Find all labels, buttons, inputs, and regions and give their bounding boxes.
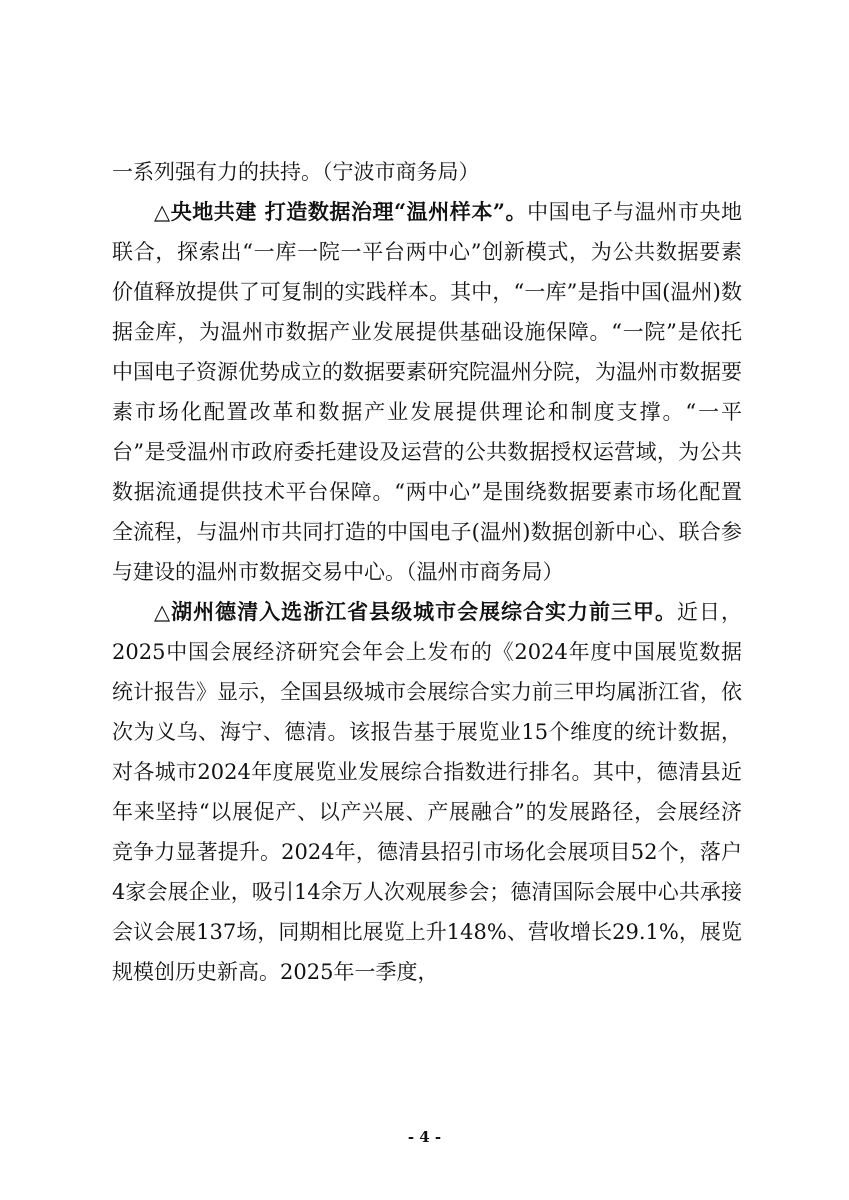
- paragraph-heading: △湖州德清入选浙江省县级城市会展综合实力前三甲。: [154, 599, 678, 624]
- paragraph-wenzhou: [112, 192, 742, 592]
- paragraph-text: 近日，2025中国会展经济研究会年会上发布的《2024年度中国展览数据统计报告》显示，全国县级城市会展综合实力前三甲均属浙江省，依次为义乌、海宁、德清。该报告基于展览业15个维度的统计数据，对各城市2024年度展览业发展综合指数进行排名。其中，德清县近年来坚持“以展促产、以产兴展、产展融合”的发展路径，会展经济竞争力显著提升。2024年，德清县招引市场化会展项目52个，落户4家会展企业，吸引14余万人次观展参会；德清国际会展中心共承接会议会展137场，同期相比展览上升148%、营收增长29.1%，展览规模创历史新高。2025年一季度，: [112, 600, 743, 984]
- paragraph-text: 中国电子与温州市央地联合，探索出“一库一院一平台两中心”创新模式，为公共数据要素价值释放提供了可复制的实践样本。其中，“一库”是指中国(温州)数据金库，为温州市数据产业发展提供基础设施保障。“一院”是依托中国电子资源优势成立的数据要素研究院温州分院，为温州市数据要素市场化配置改革和数据产业发展提供理论和制度支撑。“一平台”是受温州市政府委托建设及运营的公共数据授权运营域，为公共数据流通提供技术平台保障。“两中心”是围绕数据要素市场化配置全流程，与温州市共同打造的中国电子(温州)数据创新中心、联合参与建设的温州市数据交易中心。（温州市商务局）: [112, 200, 743, 584]
- page-number: - 4 -: [407, 1128, 442, 1146]
- paragraph-text: 一系列强有力的扶持。（宁波市商务局）: [112, 160, 480, 184]
- paragraph-deqing: [112, 592, 742, 992]
- paragraph-continuation: [112, 152, 742, 192]
- body-text: [112, 152, 742, 992]
- paragraph-heading: △央地共建 打造数据治理“温州样本”。: [154, 199, 528, 224]
